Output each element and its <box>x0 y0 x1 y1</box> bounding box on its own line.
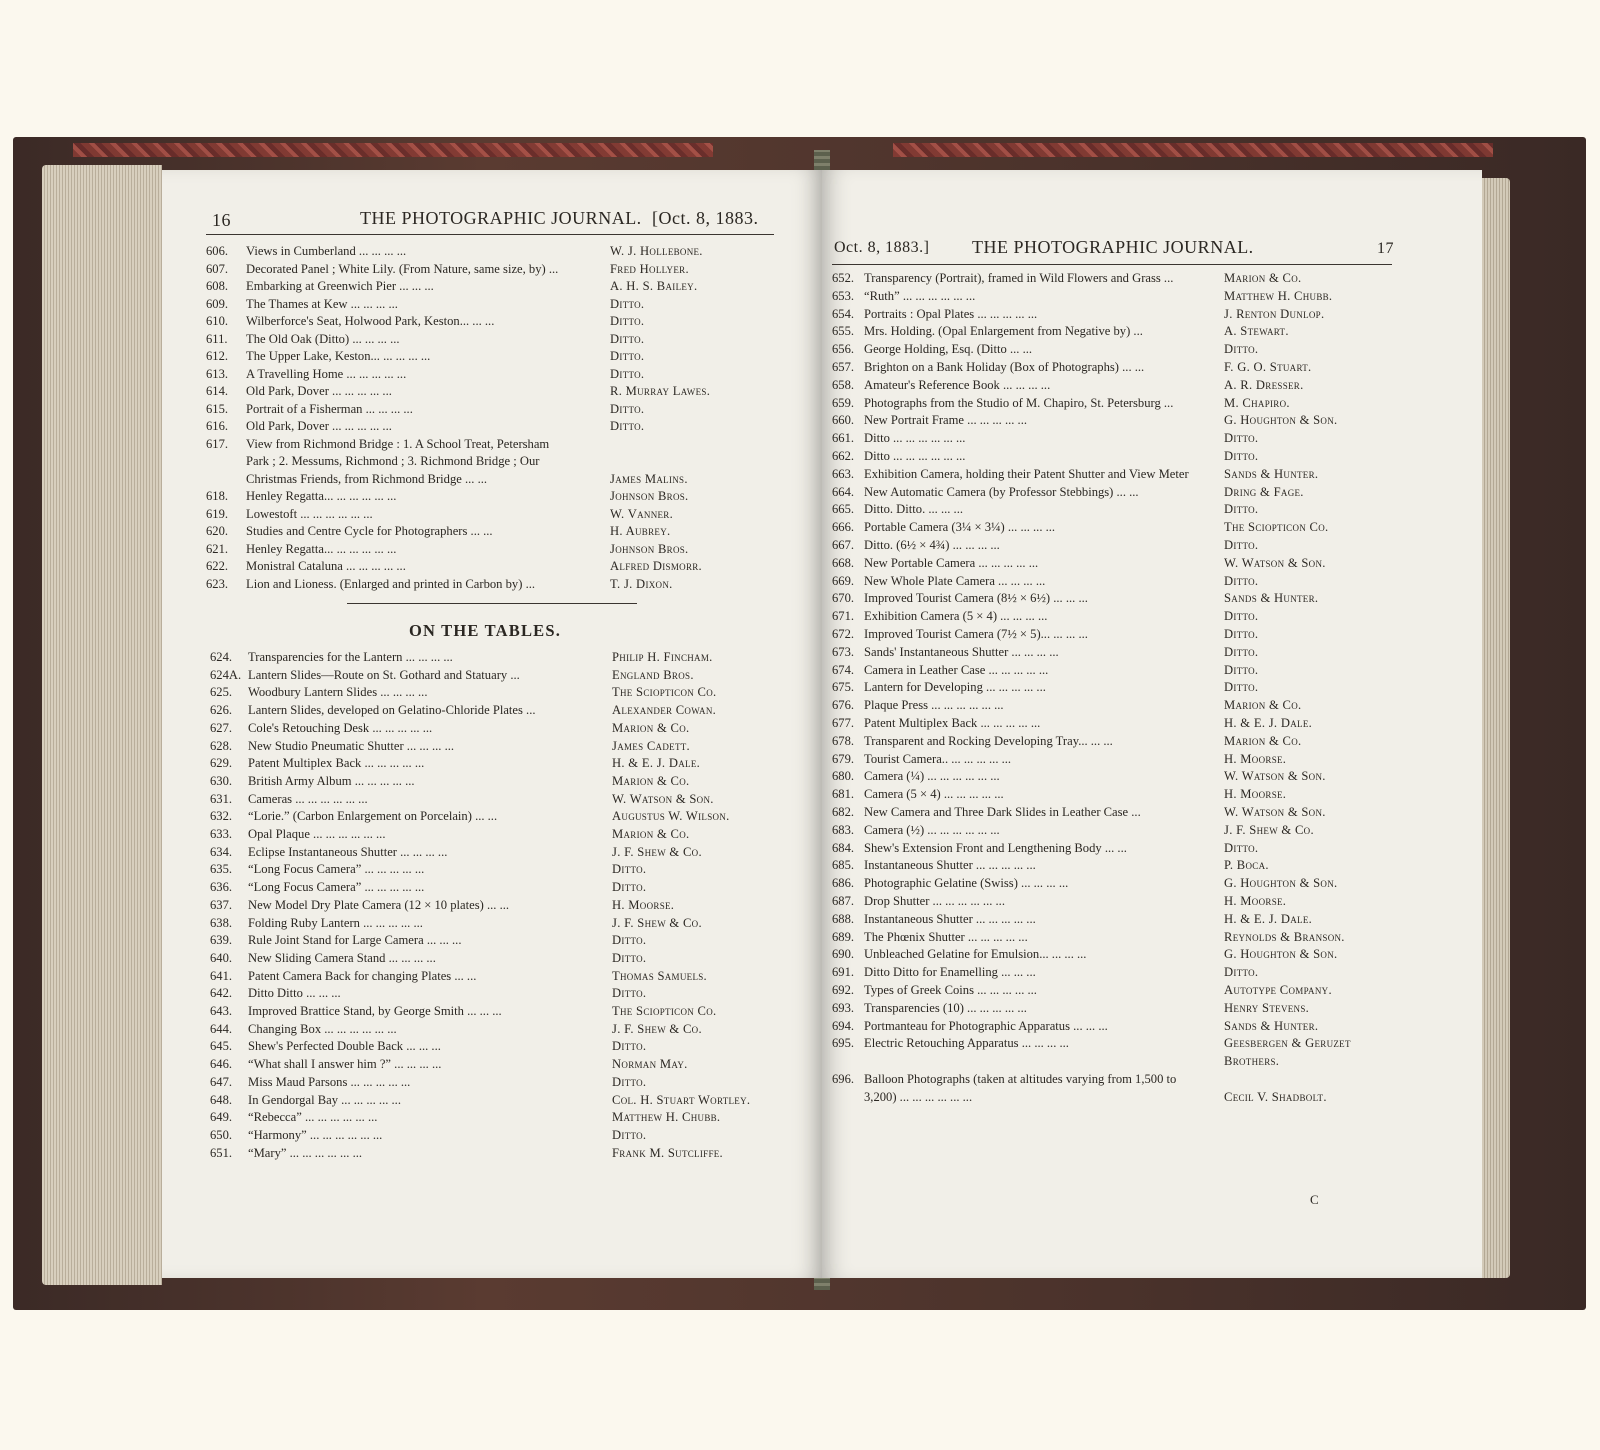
entry-number: 658. <box>832 377 855 392</box>
entry-title: Portraits : Opal Plates ... ... ... ... ... <box>864 306 1038 321</box>
entry-title: Henley Regatta... ... ... ... ... ... <box>246 489 397 503</box>
entry-number: 632. <box>210 809 233 824</box>
entry-number: 663. <box>832 466 855 481</box>
entry-title: 3,200) ... ... ... ... ... ... <box>864 1089 973 1104</box>
entry-title: Ditto Ditto for Enamelling ... ... ... <box>864 965 1036 980</box>
entry-number: 681. <box>832 787 855 802</box>
entry-number: 617. <box>206 436 229 451</box>
entry-number: 676. <box>832 698 855 713</box>
entry-title: Christmas Friends, from Richmond Bridge ... ... <box>246 471 488 486</box>
entry-exhibitor: R. Murray Lawes. <box>610 384 711 398</box>
entry-number: 614. <box>206 384 229 398</box>
entry-exhibitor: T. J. Dixon. <box>610 576 673 591</box>
entry-exhibitor: Ditto. <box>1224 680 1259 695</box>
entry-number: 668. <box>832 555 855 570</box>
entry-number: 618. <box>206 489 229 503</box>
entry-title: In Gendorgal Bay ... ... ... ... ... <box>248 1092 401 1107</box>
entry-number: 691. <box>832 965 855 980</box>
entry-title: Studies and Centre Cycle for Photographers ... ... <box>246 524 493 538</box>
entry-number: 656. <box>832 342 855 357</box>
entry-exhibitor: Ditto. <box>1224 449 1259 463</box>
entry-exhibitor: J. F. Shew & Co. <box>612 1021 702 1036</box>
entry-title: Monistral Cataluna ... ... ... ... ... <box>246 559 406 573</box>
entry-number: 631. <box>210 791 233 806</box>
entry-exhibitor: W. Vanner. <box>610 506 674 521</box>
entry-title: Shew's Extension Front and Lengthening Body ... ... <box>864 840 1127 855</box>
entry-title: Transparencies (10) ... ... ... ... ... <box>864 1000 1027 1015</box>
entry-number: 627. <box>210 720 233 735</box>
entry-exhibitor: W. Watson & Son. <box>1224 769 1326 784</box>
entry-number: 669. <box>832 573 855 588</box>
entry-title: Folding Ruby Lantern ... ... ... ... ... <box>248 915 423 930</box>
entry-title: “Harmony” ... ... ... ... ... ... <box>248 1127 383 1142</box>
entry-exhibitor: J. F. Shew & Co. <box>612 915 702 930</box>
entry-exhibitor: H. Moorse. <box>1224 751 1287 766</box>
entry-number: 662. <box>832 449 855 463</box>
entry-number: 666. <box>832 520 855 535</box>
entry-exhibitor: Col. H. Stuart Wortley. <box>612 1092 751 1107</box>
entry-number: 696. <box>832 1072 855 1086</box>
entry-exhibitor: Ditto. <box>1224 342 1259 357</box>
entry-number: 672. <box>832 627 855 641</box>
entry-title: Camera (5 × 4) ... ... ... ... ... <box>864 787 1004 802</box>
entry-exhibitor: Johnson Bros. <box>610 541 689 556</box>
entry-title: Cameras ... ... ... ... ... ... <box>248 791 368 806</box>
entry-exhibitor: G. Houghton & Son. <box>1224 876 1338 891</box>
entry-title: The Thames at Kew ... ... ... ... <box>246 296 398 311</box>
entry-title: Portrait of a Fisherman ... ... ... ... <box>246 401 413 416</box>
entry-number: 646. <box>210 1057 233 1072</box>
entry-number: 682. <box>832 805 855 819</box>
entry-exhibitor: Ditto. <box>1224 538 1259 552</box>
entry-exhibitor: J. F. Shew & Co. <box>1224 822 1314 837</box>
entry-exhibitor: Autotype Company. <box>1224 983 1332 997</box>
entry-number: 615. <box>206 401 229 416</box>
entry-number: 673. <box>832 644 855 659</box>
entry-number: 683. <box>832 822 855 837</box>
entry-number: 686. <box>832 876 855 891</box>
running-date: Oct. 8, 1883.] <box>834 239 930 256</box>
entry-title: View from Richmond Bridge : 1. A School Treat, Petersham <box>246 436 550 451</box>
entry-number: 641. <box>210 968 233 983</box>
entry-number: 671. <box>832 609 855 624</box>
entry-title: Types of Greek Coins ... ... ... ... ... <box>864 983 1037 997</box>
entry-exhibitor: H. Moorse. <box>1224 787 1287 802</box>
entry-number: 612. <box>206 349 229 363</box>
running-date: [Oct. 8, 1883. <box>652 208 759 228</box>
entry-exhibitor: Ditto. <box>612 1127 647 1142</box>
entry-number: 678. <box>832 733 855 748</box>
entry-exhibitor: J. Renton Dunlop. <box>1224 306 1325 321</box>
entry-title: Instantaneous Shutter ... ... ... ... ... <box>864 911 1036 926</box>
entry-title: Ditto ... ... ... ... ... ... <box>864 431 966 446</box>
entry-exhibitor: Ditto. <box>612 1074 647 1089</box>
header-rule <box>832 264 1392 265</box>
entry-exhibitor: Ditto. <box>610 419 645 433</box>
entry-number: 689. <box>832 929 855 944</box>
entry-number: 651. <box>210 1145 233 1160</box>
entry-title: Mrs. Holding. (Opal Enlargement from Negative by) ... <box>864 324 1143 339</box>
entry-title: Woodbury Lantern Slides ... ... ... ... <box>248 685 428 700</box>
entry-exhibitor: Cecil V. Shadbolt. <box>1224 1089 1327 1104</box>
running-title: THE PHOTOGRAPHIC JOURNAL. <box>360 208 642 228</box>
entry-title: Lion and Lioness. (Enlarged and printed in Carbon by) ... <box>246 576 536 591</box>
entry-title: Cole's Retouching Desk ... ... ... ... ... <box>248 720 433 735</box>
entry-exhibitor: James Malins. <box>610 471 688 486</box>
entry-title: New Model Dry Plate Camera (12 × 10 plates) ... ... <box>248 897 510 912</box>
entry-title: Tourist Camera.. ... ... ... ... ... <box>864 751 1012 766</box>
entry-exhibitor: Marion & Co. <box>612 720 690 735</box>
entry-exhibitor: Marion & Co. <box>612 827 690 841</box>
entry-number: 624. <box>210 650 233 664</box>
entry-number: 693. <box>832 1000 855 1015</box>
entry-exhibitor: H. & E. J. Dale. <box>1224 716 1313 730</box>
entry-exhibitor: Philip H. Fincham. <box>612 650 713 664</box>
entry-title: Changing Box ... ... ... ... ... ... <box>248 1021 397 1036</box>
entry-title: Eclipse Instantaneous Shutter ... ... ... ... <box>248 844 448 859</box>
entry-title: Photographic Gelatine (Swiss) ... ... ... ... <box>864 876 1069 891</box>
entry-title: Miss Maud Parsons ... ... ... ... ... <box>248 1074 411 1089</box>
right-page <box>822 170 1482 1278</box>
entry-number: 654. <box>832 306 855 321</box>
page-number: 16 <box>212 210 231 230</box>
entry-number: 643. <box>210 1004 233 1018</box>
entry-title: Exhibition Camera (5 × 4) ... ... ... ... <box>864 609 1048 624</box>
running-title: THE PHOTOGRAPHIC JOURNAL. <box>972 237 1254 257</box>
entry-title: Decorated Panel ; White Lily. (From Nature, same size, by) ... <box>246 261 559 276</box>
entry-title: Views in Cumberland ... ... ... ... <box>246 244 407 258</box>
entry-exhibitor: W. Watson & Son. <box>612 791 714 806</box>
entry-title: Improved Brattice Stand, by George Smith ... ... ... <box>248 1004 502 1018</box>
entry-exhibitor: Ditto. <box>1224 502 1259 517</box>
entry-title: New Camera and Three Dark Slides in Leather Case ... <box>864 805 1141 819</box>
entry-number: 674. <box>832 662 855 677</box>
entry-exhibitor: Dring & Fage. <box>1224 484 1304 499</box>
entry-exhibitor: G. Houghton & Son. <box>1224 413 1338 428</box>
entry-number: 638. <box>210 915 233 930</box>
entry-number: 677. <box>832 716 855 730</box>
entry-exhibitor: Matthew H. Chubb. <box>1224 288 1333 303</box>
entry-number: 616. <box>206 419 229 433</box>
entry-number: 628. <box>210 738 233 753</box>
entry-title: “Ruth” ... ... ... ... ... ... <box>864 288 976 303</box>
entry-exhibitor: Sands & Hunter. <box>1224 466 1319 481</box>
entry-exhibitor: Matthew H. Chubb. <box>612 1110 721 1125</box>
entry-exhibitor: Ditto. <box>610 296 645 311</box>
entry-number: 619. <box>206 506 229 521</box>
entry-exhibitor: Marion & Co. <box>1224 698 1302 713</box>
entry-number: 630. <box>210 773 233 788</box>
entry-exhibitor: Ditto. <box>610 349 645 363</box>
entry-exhibitor: Ditto. <box>1224 965 1259 980</box>
section-heading: ON THE TABLES. <box>409 621 562 640</box>
entry-title: Amateur's Reference Book ... ... ... ... <box>864 377 1051 392</box>
entry-exhibitor: Fred Hollyer. <box>610 261 689 276</box>
entry-number: 609. <box>206 296 229 311</box>
entry-title: Lantern Slides—Route on St. Gothard and Statuary ... <box>248 667 520 682</box>
entry-number: 607. <box>206 261 229 276</box>
entry-number: 611. <box>206 331 228 346</box>
entry-exhibitor: Henry Stevens. <box>1224 1000 1310 1015</box>
entry-number: 653. <box>832 288 855 303</box>
entry-exhibitor: W. J. Hollebone. <box>610 244 703 258</box>
entry-number: 608. <box>206 279 229 293</box>
page-number: 17 <box>1377 240 1394 257</box>
entry-number: 625. <box>210 685 233 700</box>
entry-exhibitor: H. Moorse. <box>612 897 675 912</box>
entry-number: 660. <box>832 413 855 428</box>
entry-title: “Long Focus Camera” ... ... ... ... ... <box>248 862 425 877</box>
entry-title: “Rebecca” ... ... ... ... ... ... <box>248 1110 378 1125</box>
page-edges-left <box>42 165 162 1285</box>
entry-title: Henley Regatta... ... ... ... ... ... <box>246 541 397 556</box>
entry-title: The Old Oak (Ditto) ... ... ... ... <box>246 331 400 346</box>
entry-number: 688. <box>832 911 855 926</box>
entry-number: 679. <box>832 751 855 766</box>
entry-number: 667. <box>832 538 855 552</box>
entry-exhibitor: Ditto. <box>612 986 647 1001</box>
entry-number: 635. <box>210 862 233 877</box>
entry-number: 652. <box>832 271 855 285</box>
entry-exhibitor: Marion & Co. <box>612 773 690 788</box>
entry-exhibitor: Ditto. <box>1224 573 1259 588</box>
entry-title: Exhibition Camera, holding their Patent Shutter and View Meter <box>864 466 1189 481</box>
entry-title: Improved Tourist Camera (8½ × 6½) ... ... ... <box>864 591 1088 606</box>
entry-exhibitor: Norman May. <box>612 1057 688 1072</box>
entry-number: 644. <box>210 1021 233 1036</box>
entry-title: Lantern for Developing ... ... ... ... ... <box>864 680 1046 695</box>
entry-exhibitor: Ditto. <box>1224 627 1259 641</box>
entry-number: 695. <box>832 1036 855 1051</box>
entry-exhibitor: W. Watson & Son. <box>1224 805 1326 819</box>
entry-exhibitor: M. Chapiro. <box>1224 395 1290 410</box>
entry-number: 626. <box>210 703 233 718</box>
entry-title: British Army Album ... ... ... ... ... <box>248 773 415 788</box>
entry-exhibitor: Ditto. <box>1224 840 1259 855</box>
entry-exhibitor: Marion & Co. <box>1224 271 1302 285</box>
entry-number: 621. <box>206 541 229 556</box>
entry-number: 633. <box>210 827 233 841</box>
entry-exhibitor: Alfred Dismorr. <box>610 559 702 573</box>
entry-number: 664. <box>832 484 855 499</box>
entry-exhibitor: Ditto. <box>1224 644 1259 659</box>
entry-exhibitor: Ditto. <box>612 880 647 895</box>
entry-exhibitor: A. Stewart. <box>1224 324 1289 339</box>
entry-number: 685. <box>832 858 855 873</box>
entry-title: Old Park, Dover ... ... ... ... ... <box>246 384 392 398</box>
entry-number: 629. <box>210 756 233 771</box>
entry-title: Lowestoft ... ... ... ... ... ... <box>246 506 373 521</box>
entry-exhibitor: H. & E. J. Dale. <box>612 756 701 771</box>
entry-title: Improved Tourist Camera (7½ × 5)... ... ... ... <box>864 627 1088 641</box>
section-rule <box>347 603 637 604</box>
entry-title: Camera (½) ... ... ... ... ... ... <box>864 822 1000 837</box>
entry-exhibitor: Ditto. <box>1224 431 1259 446</box>
entry-title: Transparencies for the Lantern ... ... ... ... <box>248 650 453 664</box>
entry-number: 650. <box>210 1127 233 1142</box>
entry-title: Opal Plaque ... ... ... ... ... ... <box>248 827 386 841</box>
entry-title: The Upper Lake, Keston... ... ... ... ... <box>246 349 431 363</box>
entry-exhibitor: A. H. S. Bailey. <box>610 279 698 293</box>
entry-exhibitor: Ditto. <box>612 1039 647 1054</box>
entry-title: Camera (¼) ... ... ... ... ... ... <box>864 769 1000 784</box>
entry-title: Instantaneous Shutter ... ... ... ... ... <box>864 858 1036 873</box>
entry-title: Lantern Slides, developed on Gelatino-Chloride Plates ... <box>248 703 536 718</box>
entry-title: “What shall I answer him ?” ... ... ... ... <box>248 1057 442 1072</box>
entry-title: New Portrait Frame ... ... ... ... ... <box>864 413 1027 428</box>
entry-number: 684. <box>832 840 855 855</box>
entry-exhibitor: Alexander Cowan. <box>612 703 717 718</box>
entry-title: Plaque Press ... ... ... ... ... ... <box>864 698 1004 713</box>
entry-number: 648. <box>210 1092 233 1107</box>
entry-exhibitor: Ditto. <box>610 314 645 328</box>
entry-exhibitor: Ditto. <box>612 862 647 877</box>
entry-exhibitor: England Bros. <box>612 667 694 682</box>
entry-number: 647. <box>210 1074 233 1089</box>
entry-title: Brighton on a Bank Holiday (Box of Photographs) ... ... <box>864 360 1145 374</box>
entry-number: 657. <box>832 360 855 374</box>
entry-number: 645. <box>210 1039 233 1054</box>
entry-exhibitor: A. R. Dresser. <box>1224 377 1304 392</box>
entry-number: 687. <box>832 894 855 908</box>
entry-number: 623. <box>206 576 229 591</box>
entry-exhibitor: Ditto. <box>1224 662 1259 677</box>
entry-number: 620. <box>206 524 229 538</box>
entry-exhibitor: The Sciopticon Co. <box>612 1004 717 1018</box>
entry-title: Patent Multiplex Back ... ... ... ... ... <box>248 756 425 771</box>
entry-title: Patent Multiplex Back ... ... ... ... ... <box>864 716 1041 730</box>
entry-number: 606. <box>206 244 229 258</box>
entry-number: 610. <box>206 314 229 328</box>
entry-exhibitor: H. & E. J. Dale. <box>1224 911 1313 926</box>
entry-title: George Holding, Esq. (Ditto ... ... <box>864 342 1033 357</box>
entry-title: Embarking at Greenwich Pier ... ... ... <box>246 279 434 293</box>
entry-exhibitor: P. Boca. <box>1224 858 1269 873</box>
entry-title: Portable Camera (3¼ × 3¼) ... ... ... ... <box>864 520 1056 535</box>
entry-exhibitor: Sands & Hunter. <box>1224 1018 1319 1033</box>
entry-number: 637. <box>210 897 233 912</box>
entry-number: 659. <box>832 395 855 410</box>
entry-title: “Lorie.” (Carbon Enlargement on Porcelain) ... ... <box>248 809 498 824</box>
entry-title: Ditto. Ditto. ... ... ... <box>864 502 964 517</box>
entry-exhibitor: H. Moorse. <box>1224 894 1287 908</box>
entry-exhibitor: Ditto. <box>612 933 647 948</box>
entry-exhibitor: J. F. Shew & Co. <box>612 844 702 859</box>
entry-title: New Automatic Camera (by Professor Stebbings) ... ... <box>864 484 1139 499</box>
entry-exhibitor: Ditto. <box>610 401 645 416</box>
entry-exhibitor: Brothers. <box>1224 1054 1280 1069</box>
entry-number: 639. <box>210 933 233 948</box>
entry-title: “Mary” ... ... ... ... ... ... <box>248 1145 363 1160</box>
entry-title: Patent Camera Back for changing Plates ... ... <box>248 968 477 983</box>
entry-title: A Travelling Home ... ... ... ... ... <box>246 366 407 381</box>
entry-exhibitor: James Cadett. <box>612 738 690 753</box>
entry-exhibitor: Ditto. <box>1224 609 1259 624</box>
entry-title: Rule Joint Stand for Large Camera ... ... ... <box>248 933 462 948</box>
entry-exhibitor: Geesbergen & Geruzet <box>1224 1036 1351 1051</box>
entry-exhibitor: Sands & Hunter. <box>1224 591 1319 606</box>
entry-title: Portmanteau for Photographic Apparatus ... ... ... <box>864 1018 1108 1033</box>
entry-exhibitor: W. Watson & Son. <box>1224 555 1326 570</box>
entry-exhibitor: The Sciopticon Co. <box>1224 520 1329 535</box>
entry-title: Park ; 2. Messums, Richmond ; 3. Richmond Bridge ; Our <box>246 454 540 468</box>
entry-title: Ditto ... ... ... ... ... ... <box>864 449 966 463</box>
entry-title: New Studio Pneumatic Shutter ... ... ... ... <box>248 738 455 753</box>
entry-title: New Sliding Camera Stand ... ... ... ... <box>248 950 436 965</box>
entry-number: 640. <box>210 950 233 965</box>
entry-exhibitor: G. Houghton & Son. <box>1224 947 1338 962</box>
entry-exhibitor: Thomas Samuels. <box>612 968 708 983</box>
entry-title: New Whole Plate Camera ... ... ... ... <box>864 573 1046 588</box>
entry-exhibitor: Johnson Bros. <box>610 489 689 503</box>
entry-exhibitor: H. Aubrey. <box>610 524 671 538</box>
entry-title: Old Park, Dover ... ... ... ... ... <box>246 419 392 433</box>
entry-exhibitor: Frank M. Sutcliffe. <box>612 1145 724 1160</box>
entry-number: 661. <box>832 431 855 446</box>
entry-title: Ditto Ditto ... ... ... <box>248 986 341 1001</box>
entry-title: Sands' Instantaneous Shutter ... ... ... ... <box>864 644 1059 659</box>
entry-number: 680. <box>832 769 855 784</box>
entry-number: 692. <box>832 983 855 997</box>
entry-exhibitor: The Sciopticon Co. <box>612 685 717 700</box>
entry-exhibitor: Ditto. <box>610 331 645 346</box>
entry-title: Balloon Photographs (taken at altitudes varying from 1,500 to <box>864 1072 1177 1086</box>
signature-mark: C <box>1310 1192 1319 1207</box>
entry-number: 622. <box>206 559 229 573</box>
entry-number: 670. <box>832 591 855 606</box>
entry-title: The Phœnix Shutter ... ... ... ... ... <box>864 929 1028 944</box>
entry-number: 613. <box>206 366 229 381</box>
entry-title: Ditto. (6½ × 4¾) ... ... ... ... <box>864 538 1000 552</box>
entry-exhibitor: Augustus W. Wilson. <box>612 809 730 824</box>
entry-number: 655. <box>832 324 855 339</box>
entry-exhibitor: Reynolds & Branson. <box>1224 929 1345 944</box>
entry-title: “Long Focus Camera” ... ... ... ... ... <box>248 880 425 895</box>
marbled-edge-right <box>893 143 1493 157</box>
entry-number: 649. <box>210 1110 233 1125</box>
entry-title: Transparent and Rocking Developing Tray... ... ... <box>864 733 1113 748</box>
entry-exhibitor: Ditto. <box>612 950 647 965</box>
entry-number: 690. <box>832 947 855 962</box>
entry-exhibitor: F. G. O. Stuart. <box>1224 360 1312 374</box>
entry-title: Unbleached Gelatine for Emulsion... ... ... ... <box>864 947 1087 962</box>
entry-number: 624A. <box>210 667 242 682</box>
entry-number: 694. <box>832 1018 855 1033</box>
entry-title: Wilberforce's Seat, Holwood Park, Keston... ... ... <box>246 314 495 328</box>
entry-number: 675. <box>832 680 855 695</box>
entry-number: 636. <box>210 880 233 895</box>
entry-title: Photographs from the Studio of M. Chapiro, St. Petersburg ... <box>864 395 1174 410</box>
header-rule <box>206 234 774 235</box>
entry-number: 642. <box>210 986 233 1001</box>
marbled-edge-left <box>73 143 713 157</box>
entry-title: Shew's Perfected Double Back ... ... ... <box>248 1039 441 1054</box>
entry-number: 665. <box>832 502 855 517</box>
entry-title: Camera in Leather Case ... ... ... ... ... <box>864 662 1049 677</box>
entry-exhibitor: Marion & Co. <box>1224 733 1302 748</box>
entry-exhibitor: Ditto. <box>610 366 645 381</box>
left-page <box>162 170 822 1278</box>
entry-title: Drop Shutter ... ... ... ... ... ... <box>864 894 1005 908</box>
entry-title: New Portable Camera ... ... ... ... ... <box>864 555 1039 570</box>
entry-title: Transparency (Portrait), framed in Wild Flowers and Grass ... <box>864 271 1174 285</box>
entry-number: 634. <box>210 844 233 859</box>
entry-title: Electric Retouching Apparatus ... ... ... ... <box>864 1036 1069 1051</box>
